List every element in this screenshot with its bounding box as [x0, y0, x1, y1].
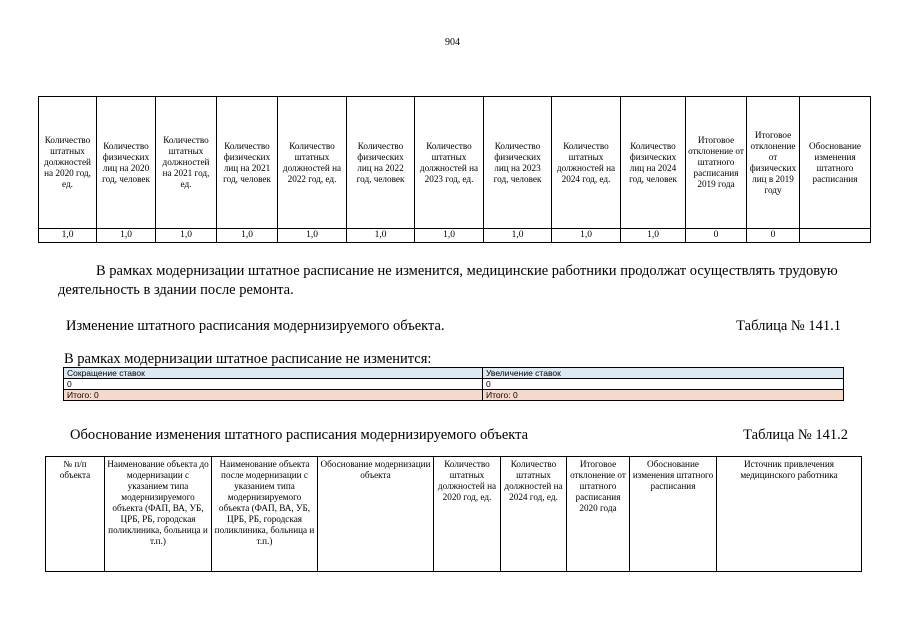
- column-header: Наименование объекта после модернизации с указанием типа модернизируемого объекта (ФАП, ВА, УБ, ЦРБ, РБ, городская поликлиника, больница и т.п.): [212, 457, 318, 572]
- table-cell: 1,0: [217, 229, 278, 243]
- table-cell: 1,0: [39, 229, 97, 243]
- column-header: Итоговое отклонение от штатного расписания 2019 года: [686, 97, 747, 229]
- column-header: № п/п объекта: [46, 457, 105, 572]
- table-cell: Итого: 0: [483, 390, 844, 401]
- staffing-table: [38, 96, 871, 243]
- table-cell: 1,0: [347, 229, 415, 243]
- section-heading: В рамках модернизации штатное расписание не изменится:: [64, 351, 432, 367]
- table-caption: Обоснование изменения штатного расписания модернизируемого объекта: [70, 427, 529, 443]
- justification-table: [45, 456, 862, 572]
- table-cell: 1,0: [278, 229, 347, 243]
- column-header: Количество физических лиц на 2024 год, человек: [621, 97, 686, 229]
- table-cell: [800, 229, 871, 243]
- table-cell: 0: [686, 229, 747, 243]
- column-header: Итоговое отклонение от штатного расписания 2020 года: [567, 457, 630, 572]
- column-header: Количество штатных должностей на 2021 год, ед.: [156, 97, 217, 229]
- table-caption: Изменение штатного расписания модернизируемого объекта.: [66, 318, 445, 334]
- header-row: [64, 368, 844, 379]
- table-cell: 0: [747, 229, 800, 243]
- column-header: Итоговое отклонение от физических лиц в 2019 году: [747, 97, 800, 229]
- table-cell: 1,0: [156, 229, 217, 243]
- staff-change-table: [63, 367, 844, 401]
- table-number: Таблица № 141.2: [743, 427, 848, 443]
- column-header: Количество штатных должностей на 2022 год, ед.: [278, 97, 347, 229]
- column-header: Количество штатных должностей на 2024 год, ед.: [501, 457, 567, 572]
- column-header: Количество физических лиц на 2023 год, человек: [484, 97, 552, 229]
- column-header: Источник привлечения медицинского работника: [717, 457, 862, 572]
- column-header: Количество физических лиц на 2020 год, человек: [97, 97, 156, 229]
- header-row: [39, 97, 871, 229]
- total-row: [64, 390, 844, 401]
- table-row: [39, 229, 871, 243]
- column-header: Количество штатных должностей на 2024 год, ед.: [552, 97, 621, 229]
- body-paragraph: В рамках модернизации штатное расписание не изменится, медицинские работники продолжат осуществлять трудовую деятельность в здании после ремонта.: [58, 263, 838, 298]
- column-header: Наименование объекта до модернизации с указанием типа модернизируемого объекта (ФАП, ВА, УБ, ЦРБ, РБ, городская поликлиника, больница и т.п.): [105, 457, 212, 572]
- table-row: [64, 379, 844, 390]
- table-cell: 0: [483, 379, 844, 390]
- header-row: [46, 457, 862, 572]
- table-cell: 1,0: [484, 229, 552, 243]
- table-cell: 1,0: [97, 229, 156, 243]
- column-header: Количество физических лиц на 2022 год, человек: [347, 97, 415, 229]
- table-cell: 1,0: [621, 229, 686, 243]
- page-number: 904: [445, 37, 460, 48]
- table-cell: Итого: 0: [64, 390, 483, 401]
- column-header: Количество штатных должностей на 2020 год, ед.: [39, 97, 97, 229]
- column-header: Количество штатных должностей на 2023 год, ед.: [415, 97, 484, 229]
- column-header: Обоснование изменения штатного расписания: [630, 457, 717, 572]
- table-cell: 1,0: [415, 229, 484, 243]
- column-header: Увеличение ставок: [483, 368, 844, 379]
- column-header: Количество штатных должностей на 2020 год, ед.: [434, 457, 501, 572]
- table-cell: 1,0: [552, 229, 621, 243]
- column-header: Обоснование изменения штатного расписания: [800, 97, 871, 229]
- column-header: Сокращение ставок: [64, 368, 483, 379]
- column-header: Количество физических лиц на 2021 год, человек: [217, 97, 278, 229]
- table-number: Таблица № 141.1: [736, 318, 841, 334]
- table-cell: 0: [64, 379, 483, 390]
- column-header: Обоснование модернизации объекта: [318, 457, 434, 572]
